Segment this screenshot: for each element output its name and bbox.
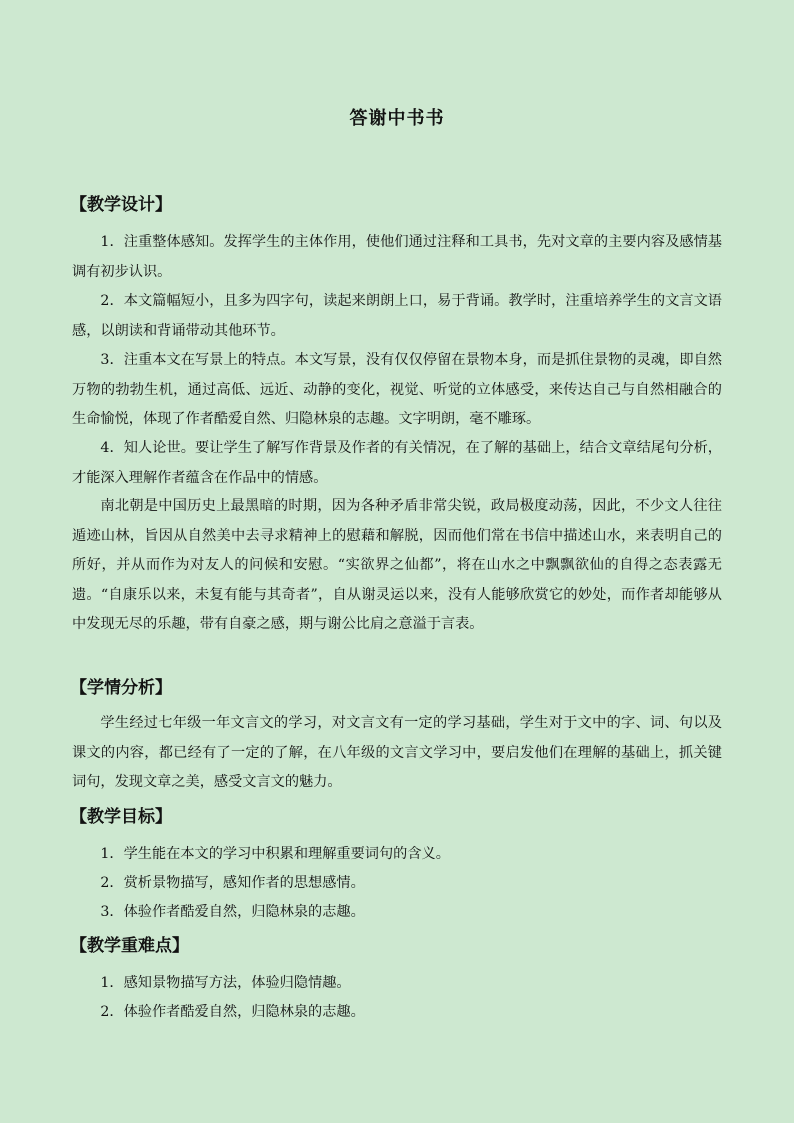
heading-key-points: 【教学重难点】 bbox=[70, 936, 189, 956]
analysis-paragraph: 学生经过七年级一年文言文的学习，对文言文有一定的学习基础，学生对于文中的字、词、句以及课文的内容，都已经有了一定的了解，在八年级的文言文学习中，要启发他们在理解的基础上，抓关键词句，发现文章之美，感受文言文的魅力。 bbox=[72, 715, 722, 791]
design-paragraph-4: 4．知人论世。要让学生了解写作背景及作者的有关情况，在了解的基础上，结合文章结尾句分析，才能深入理解作者蕴含在作品中的情感。 bbox=[72, 440, 722, 486]
goal-item-2: 2．赏析景物描写，感知作者的思想感情。 bbox=[100, 875, 365, 891]
goal-item-1: 1．学生能在本文的学习中积累和理解重要词句的含义。 bbox=[100, 846, 450, 862]
design-paragraph-2: 2．本文篇幅短小，且多为四字句，读起来朗朗上口，易于背诵。教学时，注重培养学生的文言文语感，以朗读和背诵带动其他环节。 bbox=[72, 293, 722, 339]
goal-item-3: 3．体验作者酷爱自然，归隐林泉的志趣。 bbox=[100, 904, 365, 920]
design-paragraph-3: 3．注重本文在写景上的特点。本文写景，没有仅仅停留在景物本身，而是抓住景物的灵魂，即自然万物的勃勃生机，通过高低、远近、动静的变化，视觉、听觉的立体感受，来传达自己与自然相融合的生命愉悦，体现了作者酷爱自然、归隐林泉的志趣。文字明朗，毫不雕琢。 bbox=[72, 352, 722, 428]
heading-teaching-design: 【教学设计】 bbox=[70, 195, 172, 215]
design-paragraph-1: 1．注重整体感知。发挥学生的主体作用，使他们通过注释和工具书，先对文章的主要内容及感情基调有初步认识。 bbox=[72, 234, 722, 280]
keypoint-item-2: 2．体验作者酷爱自然，归隐林泉的志趣。 bbox=[100, 1004, 365, 1020]
heading-teaching-goals: 【教学目标】 bbox=[70, 807, 172, 827]
heading-student-analysis: 【学情分析】 bbox=[70, 678, 172, 698]
document-title: 答谢中书书 bbox=[349, 108, 445, 129]
keypoint-item-1: 1．感知景物描写方法，体验归隐情趣。 bbox=[100, 975, 351, 991]
design-paragraph-5: 南北朝是中国历史上最黑暗的时期，因为各种矛盾非常尖锐，政局极度动荡，因此，不少文人往往遁迹山林，旨因从自然美中去寻求精神上的慰藉和解脱，因而他们常在书信中描述山水，来表明自己的所好，并从而作为对友人的问候和安慰。“实欲界之仙都”，将在山水之中飘飘欲仙的自得之态表露无遗。“自康乐以来，未复有能与其奇者”，自从谢灵运以来，没有人能够欣赏它的妙处，而作者却能够从中发现无尽的乐趣，带有自豪之感，期与谢公比肩之意溢于言表。 bbox=[72, 498, 722, 633]
